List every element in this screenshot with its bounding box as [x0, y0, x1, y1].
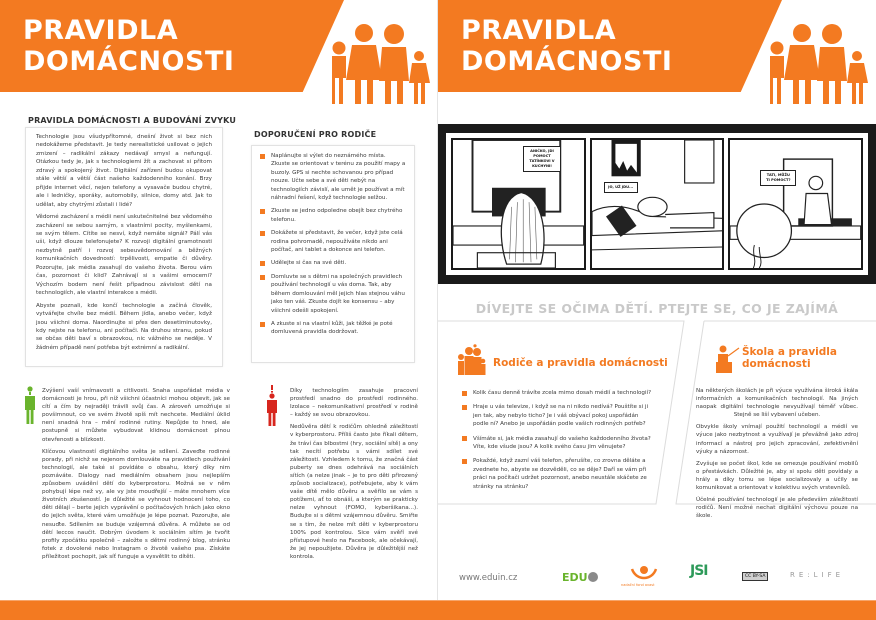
question-item: Hraje u vás televize, i když se na ni nikdo nedívá? Pouštíte si ji jen tak, aby nebylo ticho? Je i váš obývací pokoj uspořádán podle ní? Anebo je uspořádán podle vašich rodinných potřeb? — [462, 403, 652, 428]
page-title — [23, 15, 234, 77]
teacher-icon — [716, 345, 740, 373]
school-card-text — [696, 387, 858, 524]
comic-panel-3 — [728, 138, 863, 270]
red-column — [290, 387, 418, 565]
recommendation-item: A zkuste si na vlastní kůži, jak těžké je poté domluvená pravidla dodržovat. — [260, 320, 406, 337]
relife-logo: RE:LIFE — [790, 571, 845, 579]
speech-bubble: TATI, MŮŽU TI POMOCT? — [760, 170, 796, 186]
bullet-icon — [260, 231, 265, 236]
question-item: Kolik času denně trávíte zcela mimo dosah médií a technologií? — [462, 389, 652, 397]
recommendation-item: Domluvte se s dětmi na společných pravidlech používání technologií u vás doma. Tak, aby během domlouvání měl jejich hlas stejnou váhu jako ten váš. Zkuste dojít ke konsensu – aby všichni odešli spokojení. — [260, 273, 406, 315]
green-paragraph: Klíčovou vlastností digitálního světa je sdílení. Zaveďte rodinné porady, při nichž se nejenom domlouváte na pravidlech používání technologií, ale také si povídáte o obsahu, který díky nim poznáváte. Dialogy nad mediálním obsahem jsou nejlepším způsobem uvádění dětí do kyberprostoru. Možná se v něm pohybují lépe než vy, ale vy jste moudřejší – máte mnohem více životních zkušeností. Je důležité se vyhnout hodnocení toho, co děti dělají – berte jejich vyprávění o počítačových hrách jako okno do jejich světa, které vám umožňuje je lépe poznat. Pozorujte, ale nesuďte. Sdílením se buduje vzájemná důvěra. A můžete se od dětí leccos naučit. Dobrým úvodem k sociálním sítím je tvořit profily zpočátku společně – založte s dětmi rodinný blog, stránku fotek z dovolené nebo Instagram o životě vašeho psa. Získáte příležitost pochopit, jak síť funguje a vysvětlit to dítěti. — [42, 448, 230, 560]
page-title — [461, 15, 672, 77]
bullet-icon — [462, 459, 467, 464]
bullet-icon — [462, 391, 467, 396]
bullet-icon — [462, 405, 467, 410]
school-card-title: Škola a pravidla domácnosti — [742, 346, 837, 370]
comic-strip — [438, 124, 876, 284]
title-line-2: DOMÁCNOSTI — [461, 46, 673, 77]
habits-box — [25, 127, 223, 367]
school-paragraph: Obvykle školy vnímají použití technologií a médií ve výuce jako nezbytnost a využívají je převážně jako zdroj informací a nástroj pro jejich zpracování, zefektivnění výuky a názornost. — [696, 424, 858, 455]
habits-title: PRAVIDLA DOMÁCNOSTI A BUDOVÁNÍ ZVYKU — [28, 116, 237, 125]
recommendation-item: Udělejte si čas na své děti. — [260, 259, 406, 267]
comic-drawing-kitchen — [730, 140, 861, 268]
tagline: DÍVEJTE SE OČIMA DĚTÍ. PTEJTE SE, CO JE ZAJÍMÁ — [475, 301, 839, 316]
family-small-icon — [456, 344, 486, 376]
red-person-warning-icon — [266, 385, 278, 427]
habits-paragraph: Technologie jsou všudypřítomné, dnešní život si bez nich nedokážeme představit. Je tedy nerealistické usilovat o jejich zmizení – radikální zákazy nedávají smysl a nefungují. Otázkou tedy je, jak s technologiemi žít a zachovat si přitom zdravý a spokojený život. Digitální zařízení budou okupovat stále větší a větší část našeho každodenního konání. Brzy přijde internet věcí, nejen telefony a vysavače budou chytré, ale i ledničky, sporáky, automobily, silnice, domy atd. Jak to udělat, aby chytrými zůstali i lidé? — [36, 134, 212, 208]
footer-logos — [438, 563, 876, 593]
green-column — [42, 387, 230, 565]
family-icon — [330, 20, 430, 110]
title-line-1: PRAVIDLA — [461, 15, 617, 46]
habits-paragraph: Abyste poznali, kde končí technologie a začíná člověk, vytvářejte chvíle bez médií. Během jídla, anebo večer, když jsou všichni doma. Naordinujte si přes den desetiminutovky, kdy nejste na telefonu, ani počítači. Na druhou stranu, pokud se občas děti baví s obrazovkou, nic vážného se neděje. V žádném případě není potřeba být extrémní a radikální. — [36, 302, 212, 351]
cc-license-badge: CC BY-SA — [742, 572, 768, 581]
bullet-icon — [260, 275, 265, 280]
speech-bubble: ANIČKO, JDI POMOCT TATÍNKOVI V KUCHYNI! — [523, 146, 561, 172]
school-paragraph: Účelné používání technologií je ale především záležitostí rodičů. Není možné nechat digitální výchovu pouze na škole. — [696, 497, 858, 520]
recommendations-box — [251, 145, 415, 363]
edu-logo: EDU — [562, 571, 588, 584]
edu-logo-circle-icon — [588, 572, 598, 582]
school-paragraph: Na některých školách je při výuce využívána široká škála informačních a komunikačních technologií. Na jiných naopak digitální technologie nevyužívají téměř vůbec. Stejně se liší vybavení učeben. — [696, 388, 858, 419]
green-person-icon — [24, 386, 36, 426]
red-paragraph: Díky technologiím zasahuje pracovní prostředí snadno do prostředí rodinného. Izolace – nekomunikativní prostředí v rodině – každý se svou obrazovkou. — [290, 388, 418, 419]
bullet-icon — [260, 322, 265, 327]
website-link[interactable]: www.eduin.cz — [459, 573, 518, 583]
comic-drawing-computer-girl — [453, 140, 584, 268]
jsi-logo: JSI — [690, 563, 708, 579]
right-page — [438, 0, 876, 620]
bullet-icon — [462, 436, 467, 441]
habits-paragraph: Vědomé zacházení s médii není uskutečnitelné bez vědomého zacházení se sebou samým, s vlastními pocity, myšlenkami, se svým tělem. Cítíte se nesví, když nemáte signál? Pálí vás uši, když dlouze telefonujete? K rozvoji digitální gramotnosti nezbytně patří i rozvoj sebeuvědomování a běžných komunikačních dovedností: trpělivosti, empatie či důvěry. Pozorujte, jak média zasahují do vašeho života. Berou vám čas, pozornost či klid? Zahrávají si s vašimi emocemi? Výchozím bodem není řešit případnou závislost dětí na technologiích, ale vlastní interakce s médii. — [36, 214, 212, 297]
parents-card-list — [462, 389, 652, 497]
red-paragraph: Nedůvěra dětí k rodičům ohledně záležitostí v kyberprostoru. Příliš často jste říkali dětem, že tráví čas blbostmi (hry, sociální sítě) a ony tak necítí potřebu s vámi sdílet své záležitosti. Vzhledem k tomu, že značná část puberty se dnes odehrává na sociálních sítích (a nelze jinak – je to pro děti přirozený způsob socializace), potřebujete, aby k vám vaše dítě mělo důvěru a svěřilo se vám s potížemi, ať to obnáší, a kterým se prakticky nelze vyhnout (FOMO, kyberšikana...). Budujte si s dětmi vzájemnou důvěru. Smiřte se s tím, že nelze mít děti v kyberprostoru 100% pod kontrolou. Sice vám svěří své přístupové heslo na Facebook, ale očekávají, že jej nepoužijete. Důvěra je důležitější než kontrola. — [290, 424, 418, 560]
comic-frame — [446, 133, 868, 275]
school-paragraph: Zvyšuje se počet škol, kde se omezuje používání mobilů o přestávkách. Důležité je, aby si spolu děti povídaly a hrály a díky tomu se lépe socializovaly a učily se komunikovat a orientovat v kolektivu svých vrstevníků. — [696, 460, 858, 492]
title-line-2: DOMÁCNOSTI — [23, 46, 235, 77]
green-paragraph: Zvýšení vaší vnímavosti a citlivosti. Snaha uspořádat média v domácnosti je hrou, při níž všichni účastníci mohou objevit, jak se cítí a čím by nejraději trávili svůj čas. A zároveň umožňuje si povšimnout, co ve svém životě spíš mít nechcete. Mediální úklid není snadná hra – mění rodinné rutiny. Nepůjde to hned, ale postupně si můžete vybudovat klidnou domácnost plnou otevřenosti a blízkosti. — [42, 388, 230, 443]
question-item: Pokaždé, když zazní váš telefon, přerušíte, co zrovna děláte a zvednete ho, abyste se dozvěděli, co se děje? Daří se vám při práci na počítači udržet pozornost, anebo neustále skáčete ze stránky na stránku? — [462, 457, 652, 491]
recommendation-item: Zkuste se jedno odpoledne obejít bez chytrého telefonu. — [260, 207, 406, 224]
avast-fund-logo-icon — [626, 565, 662, 581]
comic-drawing-girl-tablet — [592, 140, 723, 268]
parents-card-title: Rodiče a pravidla domácnosti — [493, 357, 668, 369]
family-icon — [768, 20, 868, 110]
avast-fund-label: nadační fond avast — [621, 583, 655, 587]
title-line-1: PRAVIDLA — [23, 15, 179, 46]
comic-panel-2 — [590, 138, 725, 270]
question-item: Všímáte si, jak média zasahují do vašeho každodenního života? Víte, kde všude jsou? A kolik svého času jim věnujete? — [462, 435, 652, 452]
bottom-bar — [0, 600, 876, 620]
bullet-icon — [260, 261, 265, 266]
recommendation-item: Naplánujte si výlet do neznámého místa. Zkuste se orientovat v terénu za použití mapy a buzoly. GPS si nechte schovanou pro případ nouze. Učte sebe a své děti nebýt na technologiích závislí, ale umět je používat a mít náhradní řešení, když technologie selžou. — [260, 152, 406, 202]
recommendation-item: Dokážete si představit, že večer, když jste celá rodina pohromadě, nepoužíváte nikdo ani počítač, ani tablet a dokonce ani telefon. — [260, 229, 406, 254]
speech-bubble: JO, UŽ JDU... — [604, 182, 638, 193]
recommendations-title: DOPORUČENÍ PRO RODIČE — [254, 130, 377, 139]
comic-panel-1 — [451, 138, 586, 270]
bullet-icon — [260, 154, 265, 159]
bullet-icon — [260, 209, 265, 214]
